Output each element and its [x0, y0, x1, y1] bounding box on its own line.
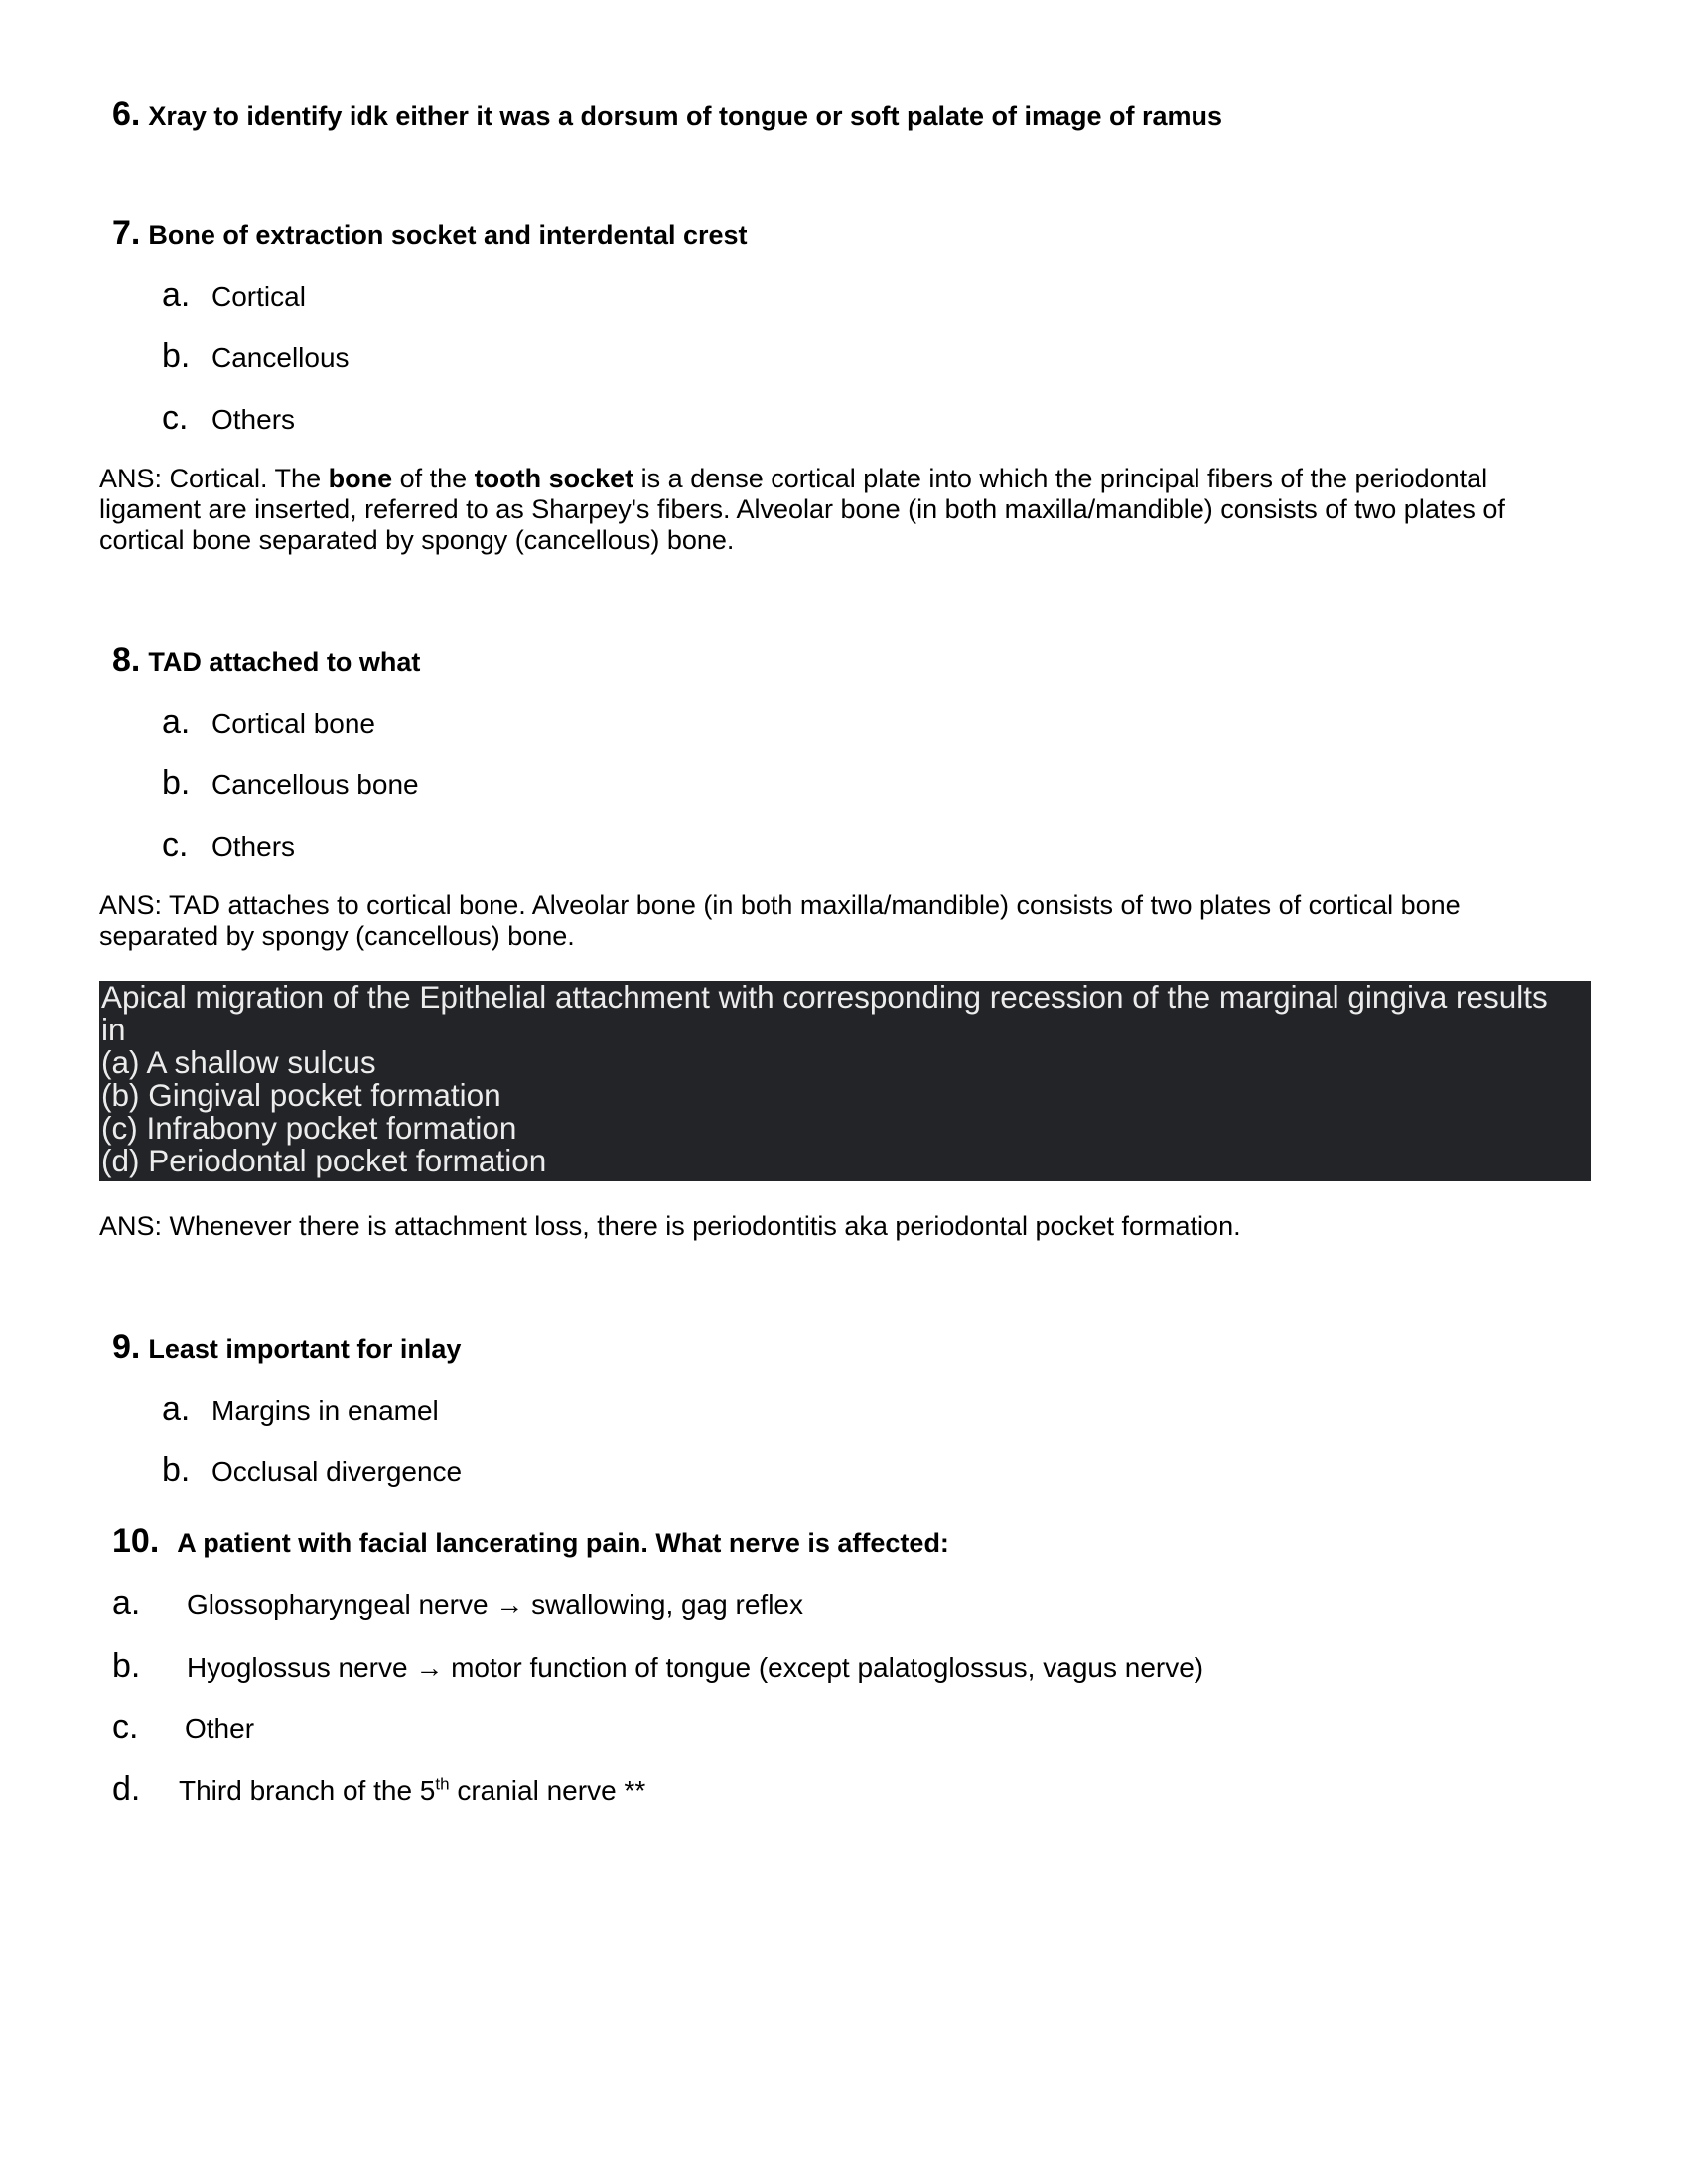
question-8-heading [112, 641, 420, 680]
question-number: 8. [112, 641, 141, 679]
question-6-heading [112, 95, 1222, 134]
highlighted-option: (b) Gingival pocket formation [101, 1077, 501, 1113]
option-text: Cancellous [211, 342, 350, 373]
option-letter: b. [162, 338, 191, 375]
option-letter: a. [112, 1584, 141, 1622]
superscript: th [435, 1774, 450, 1794]
option-item [112, 1708, 254, 1747]
option-text: Other [185, 1713, 255, 1744]
option-text [179, 1775, 645, 1806]
question-number: 6. [112, 95, 141, 133]
option-text: Margins in enamel [211, 1395, 439, 1426]
question-10-heading [112, 1522, 949, 1561]
option-letter: b. [112, 1647, 141, 1685]
option-item [162, 1451, 462, 1490]
option-text: Others [211, 404, 296, 435]
highlighted-question-text: in [101, 1012, 126, 1047]
highlighted-option: (d) Periodontal pocket formation [101, 1143, 547, 1178]
option-letter: d. [112, 1770, 141, 1808]
answer-emphasis: tooth socket [474, 464, 634, 493]
option-item [112, 1584, 803, 1623]
option-item [162, 1390, 439, 1429]
question-text: Least important for inlay [148, 1334, 462, 1364]
option-text-part: Third branch of the 5 [179, 1775, 436, 1806]
answer-text: of the [392, 464, 475, 493]
option-text-part: cranial nerve ** [449, 1775, 646, 1806]
question-7-heading [112, 214, 748, 253]
question-text: TAD attached to what [148, 647, 421, 677]
answer-emphasis: bone [328, 464, 393, 493]
answer-paragraph [99, 464, 1569, 556]
option-letter: a. [162, 1390, 191, 1428]
option-text: Glossopharyngeal nerve → swallowing, gag reflex [187, 1589, 803, 1620]
option-letter: c. [112, 1708, 139, 1746]
question-text: A patient with facial lancerating pain. What nerve is affected: [177, 1528, 949, 1558]
option-letter: c. [162, 399, 189, 437]
option-letter: a. [162, 276, 191, 314]
option-item [112, 1770, 645, 1809]
option-text: Cancellous bone [211, 769, 419, 800]
option-text: Others [211, 831, 296, 862]
option-text: Occlusal divergence [211, 1456, 463, 1487]
option-letter: b. [162, 764, 191, 802]
option-text: Cortical bone [211, 708, 375, 739]
highlighted-option: (c) Infrabony pocket formation [101, 1110, 517, 1146]
option-item [162, 338, 350, 376]
answer-text: is a dense cortical plate into which the principal fibers of the periodontal ligament are inserted, referred to as Sharpey's fibers. Alveolar bone (in both maxilla/mandible) consists of two plates of cortical bone separated by spongy (cancellous) bone. [99, 464, 1505, 555]
option-text: Hyoglossus nerve → motor function of tongue (except palatoglossus, vagus nerve) [187, 1652, 1204, 1683]
option-text: Cortical [211, 281, 306, 312]
highlighted-option: (a) A shallow sulcus [101, 1044, 376, 1080]
question-text: Xray to identify idk either it was a dorsum of tongue or soft palate of image of ramus [148, 101, 1223, 131]
option-letter: b. [162, 1451, 191, 1489]
answer-paragraph: ANS: TAD attaches to cortical bone. Alveolar bone (in both maxilla/mandible) consists of two plates of cortical bone separated by spongy (cancellous) bone. [99, 890, 1461, 951]
option-letter: a. [162, 703, 191, 741]
option-item [162, 399, 295, 438]
highlighted-question-block [99, 981, 1591, 1181]
question-9-heading [112, 1328, 461, 1367]
answer-text: ANS: Cortical. The [99, 464, 329, 493]
option-item [112, 1647, 1203, 1686]
highlighted-question-text: Apical migration of the Epithelial attachment with corresponding recession of the marginal gingiva results [101, 979, 1548, 1015]
question-number: 7. [112, 214, 141, 252]
option-item [162, 276, 306, 315]
option-item [162, 826, 295, 865]
answer-paragraph: ANS: Whenever there is attachment loss, there is periodontitis aka periodontal pocket formation. [99, 1211, 1241, 1241]
option-letter: c. [162, 826, 189, 864]
question-number: 9. [112, 1328, 141, 1366]
option-item [162, 764, 419, 803]
question-number: 10. [112, 1522, 160, 1560]
option-item [162, 703, 375, 742]
question-text: Bone of extraction socket and interdental crest [148, 220, 748, 250]
